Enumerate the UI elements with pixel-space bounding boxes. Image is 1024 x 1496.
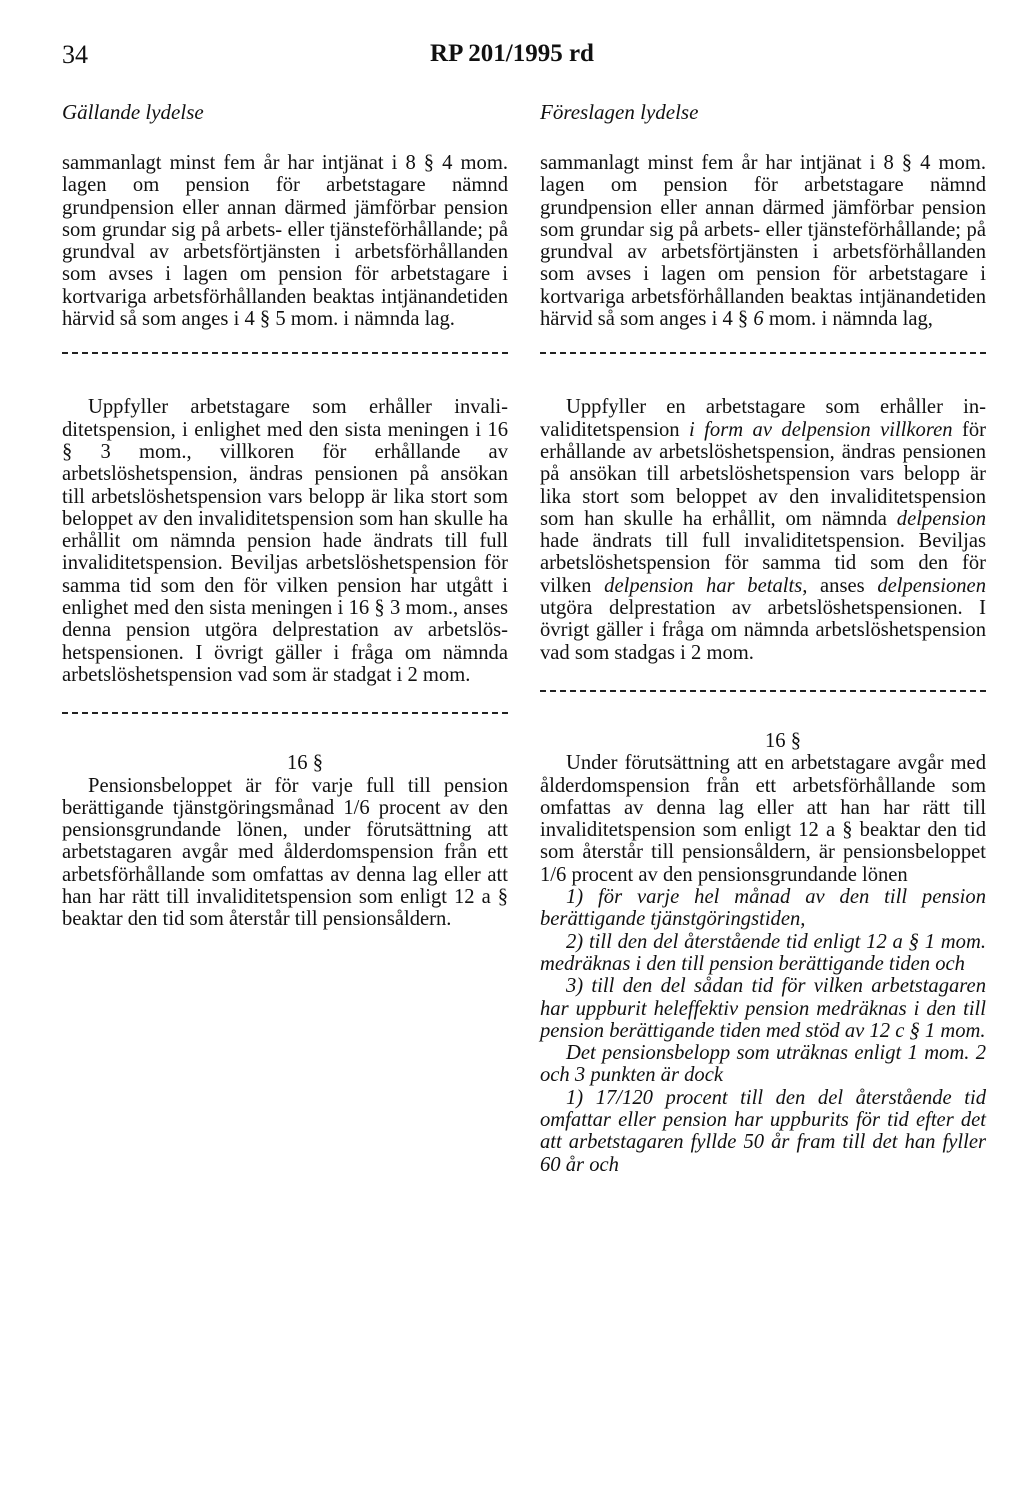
current-paragraph-2: Uppfyller arbetstagare som erhåller invaliditetspension, i enlighet med den sista meningen i 16 § 3 mom., villkoren för erhållande av arbetslöshetspension, ändras pensionen på ansökan till arbetslöshetspension vars belopp är lika stort som beloppet av den invaliditetspension som han skulle ha erhållit om nämnda pension hade ändrats till full invaliditetspension. Beviljas arbetslöshetspension för samma tid som den för vilken pension har utgått i enlighet med den sista meningen i 16 § 3 mom., anses denna pension utgöra delprestation av arbetslöshetspensionen. I övrigt gäller i fråga om nämnda arbetslöshetspension vad som är stadgat i 2 mom. xyxy=(62,396,508,686)
proposed-paragraph-1: sammanlagt minst fem år har intjänat i 8 § 4 mom. lagen om pension för arbetstagare nämnd grundpension eller annan därmed jämförbar pension som grundar sig på arbets- eller tjänsteförhållande; på grundval av arbetsförtjänsten i arbetsförhållanden som avses i lagen om pension för arbetstagare i kortvariga arbetsförhållanden beaktas intjänandetiden härvid så som anges i 4 § 6 mom. i nämnda lag, xyxy=(540,152,986,331)
proposed-paragraph-4: Det pensionsbelopp som uträknas enligt 1 mom. 2 och 3 punkten är dock xyxy=(540,1042,986,1087)
proposed-item-2: 2) till den del återstående tid enligt 12 a § 1 mom. medräknas i den till pension berättigande tiden och xyxy=(540,930,986,975)
proposed-section-title: 16 § xyxy=(764,729,802,752)
proposed-change: 6 xyxy=(753,308,764,331)
proposed-wording-column xyxy=(540,152,986,1176)
proposed-item-4: 1) 17/120 procent till den del återstående tid omfattar eller pension har uppburits för tid efter det att arbetstagaren fyllde 50 år fram till det han fyller 60 år och xyxy=(540,1086,986,1176)
proposed-change: delpensionen xyxy=(877,574,986,597)
current-wording-heading: Gällande lydelse xyxy=(62,100,204,124)
current-paragraph-3: Pensionsbeloppet är för varje full till pension berättigande tjänstgöringsmånad 1/6 procent av den pensionsgrundande lönen, under förutsättning att arbetstagaren avgår med ålderdomspension från ett arbetsförhållande som omfattas av denna lag eller att han har rätt till invaliditetspension som enligt 12 a § beaktar den tid som återstår till pensionsåldern. xyxy=(62,774,508,931)
proposed-paragraph-3: Under förutsättning att en arbetstagare avgår med ålderdomspension från ett arbetsförhållande som omfattas av denna lag eller att han har rätt till invaliditetspension som enligt 12 a § beaktar den tid som återstår till pensionsåldern, är pensionsbeloppet 1/6 procent av den pensionsgrundande lönen xyxy=(540,752,986,886)
proposed-change: i form av delpension villkoren xyxy=(689,418,953,441)
page-header xyxy=(0,40,1024,80)
proposed-change: delpension xyxy=(896,507,986,530)
page-number: 34 xyxy=(62,40,88,69)
current-wording-column xyxy=(62,152,508,931)
proposed-paragraph-2: Uppfyller en arbetstagare som erhåller invaliditetspension i form av delpension villkoren för erhållande av arbetslöshetspension, ändras pensionen på ansökan till arbetslöshetspension vars belopp är lika stort som beloppet av den invaliditetspension som han skulle ha erhållit, om nämnda delpension hade ändrats till full invaliditetspension. Beviljas arbetslöshetspension för samma tid som den för vilken delpension har betalts, anses delpensionen utgöra delprestation av arbetslöshetspensionen. I övrigt gäller i fråga om nämnda arbetslöshetspension vad som stadgas i 2 mom. xyxy=(540,396,986,664)
proposed-item-1: 1) för varje hel månad av den till pension berättigande tjänstgöringstiden, xyxy=(540,886,986,931)
current-section-title: 16 § xyxy=(286,752,324,775)
proposed-wording-heading: Föreslagen lydelse xyxy=(540,100,699,124)
current-paragraph-1: sammanlagt minst fem år har intjänat i 8 § 4 mom. lagen om pension för arbetstagare nämnd grundpension eller annan därmed jämförbar pension som grundar sig på arbets- eller tjänsteförhållande; på grundval av arbetsförtjänsten i arbetsförhållanden som avses i lagen om pension för arbetstagare i kortvariga arbetsförhållanden beaktas intjänandetiden härvid så som anges i 4 § 5 mom. i nämnda lag. xyxy=(62,152,508,331)
proposed-item-3: 3) till den del sådan tid för vilken arbetstagaren har uppburit heleffektiv pension medräknas i den till pension berättigande tiden med stöd av 12 c § 1 mom. xyxy=(540,975,986,1042)
proposed-change: delpension har betalts, xyxy=(604,574,808,597)
document-id: RP 201/1995 rd xyxy=(430,40,594,67)
